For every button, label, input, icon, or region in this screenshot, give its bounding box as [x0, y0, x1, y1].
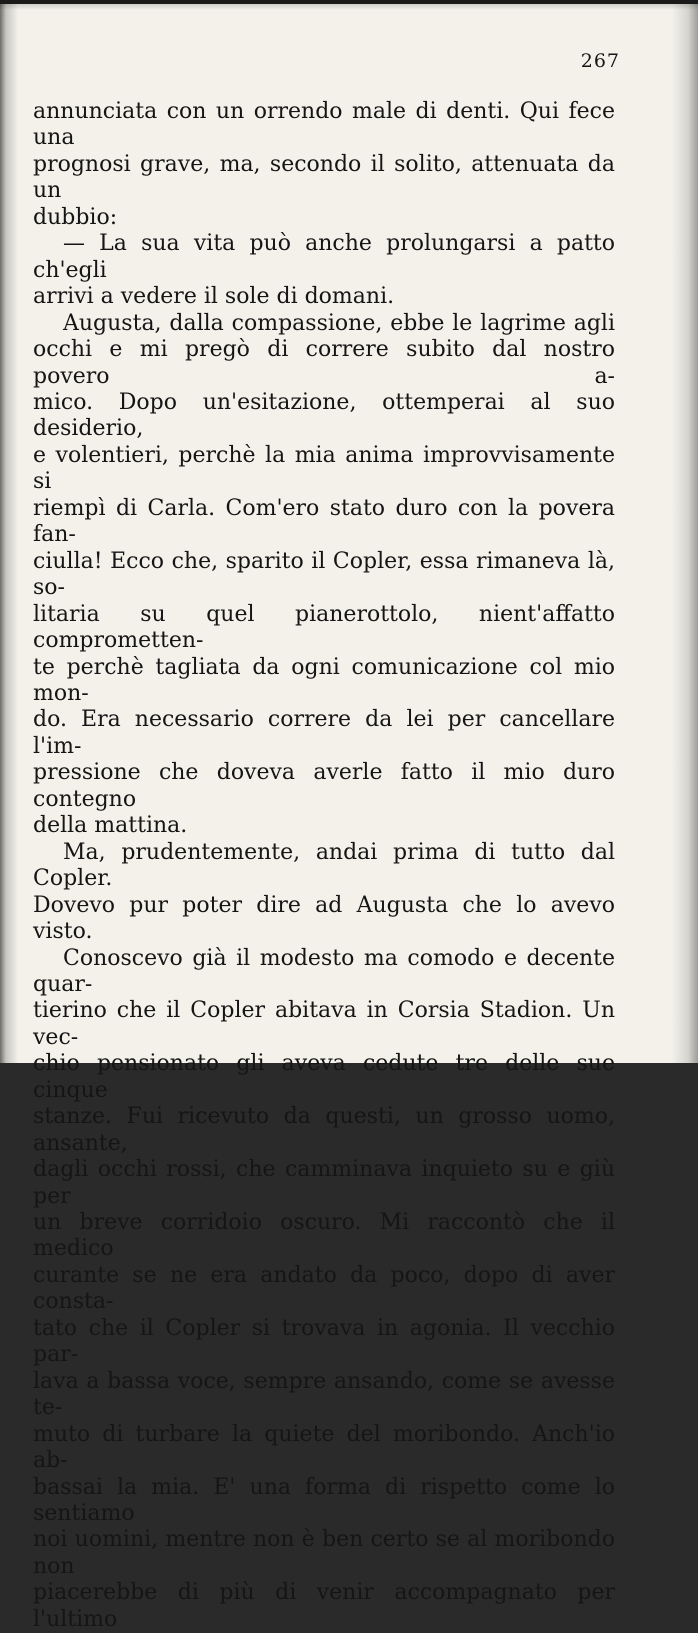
text-line: un breve corridoio oscuro. Mi raccontò che il medico [33, 1210, 615, 1263]
body-text [33, 99, 615, 1633]
text-line: chio pensionato gli aveva cedute tre delle sue cinque [33, 1051, 615, 1104]
text-line: tierino che il Copler abitava in Corsia Stadion. Un vec- [33, 998, 615, 1051]
text-line: ciulla! Ecco che, sparito il Copler, essa rimaneva là, so- [33, 549, 615, 602]
text-line: te perchè tagliata da ogni comunicazione col mio mon- [33, 655, 615, 708]
text-line: lava a bassa voce, sempre ansando, come se avesse te- [33, 1369, 615, 1422]
paragraph-1-continued [33, 99, 615, 231]
text-line: della mattina. [33, 813, 615, 839]
paragraph-3 [33, 311, 615, 840]
paragraph-5 [33, 946, 615, 1633]
text-line: Dovevo pur poter dire ad Augusta che lo avevo visto. [33, 893, 615, 946]
text-line: arrivi a vedere il sole di domani. [33, 284, 615, 310]
text-line: bassai la mia. E' una forma di rispetto come lo sentiamo [33, 1475, 615, 1528]
text-line: pressione che doveva averle fatto il mio duro contegno [33, 760, 615, 813]
text-line: occhi e mi pregò di correre subito dal nostro povero a- [33, 337, 615, 390]
text-line: annunciata con un orrendo male di denti. Qui fece una [33, 99, 615, 152]
text-line: curante se ne era andato da poco, dopo di aver consta- [33, 1263, 615, 1316]
text-line: stanze. Fui ricevuto da questi, un grosso uomo, ansante, [33, 1104, 615, 1157]
text-line: riempì di Carla. Com'ero stato duro con la povera fan- [33, 496, 615, 549]
page-number: 267 [581, 50, 620, 72]
text-line: Augusta, dalla compassione, ebbe le lagrime agli [33, 311, 615, 337]
text-line: prognosi grave, ma, secondo il solito, attenuata da un [33, 152, 615, 205]
text-line: tato che il Copler si trovava in agonia. Il vecchio par- [33, 1316, 615, 1369]
text-line: piacerebbe di più di venir accompagnato per l'ultimo [33, 1580, 615, 1633]
text-line: e volentieri, perchè la mia anima improvvisamente si [33, 443, 615, 496]
page-top-edge [0, 0, 698, 4]
text-line: dagli occhi rossi, che camminava inquieto su e giù per [33, 1157, 615, 1210]
text-line: Ma, prudentemente, andai prima di tutto dal Copler. [33, 840, 615, 893]
text-line: mico. Dopo un'esitazione, ottemperai al suo desiderio, [33, 390, 615, 443]
text-line: do. Era necessario correre da lei per cancellare l'im- [33, 707, 615, 760]
text-line: litaria su quel pianerottolo, nient'affatto comprometten- [33, 602, 615, 655]
paragraph-4 [33, 840, 615, 946]
text-line: Conoscevo già il modesto ma comodo e decente quar- [33, 946, 615, 999]
text-line: noi uomini, mentre non è ben certo se al moribondo non [33, 1527, 615, 1580]
paragraph-2-dialogue [33, 231, 615, 310]
text-line: — La sua vita può anche prolungarsi a patto ch'egli [33, 231, 615, 284]
text-line: muto di turbare la quiete del moribondo. Anch'io ab- [33, 1422, 615, 1475]
text-line: dubbio: [33, 205, 615, 231]
